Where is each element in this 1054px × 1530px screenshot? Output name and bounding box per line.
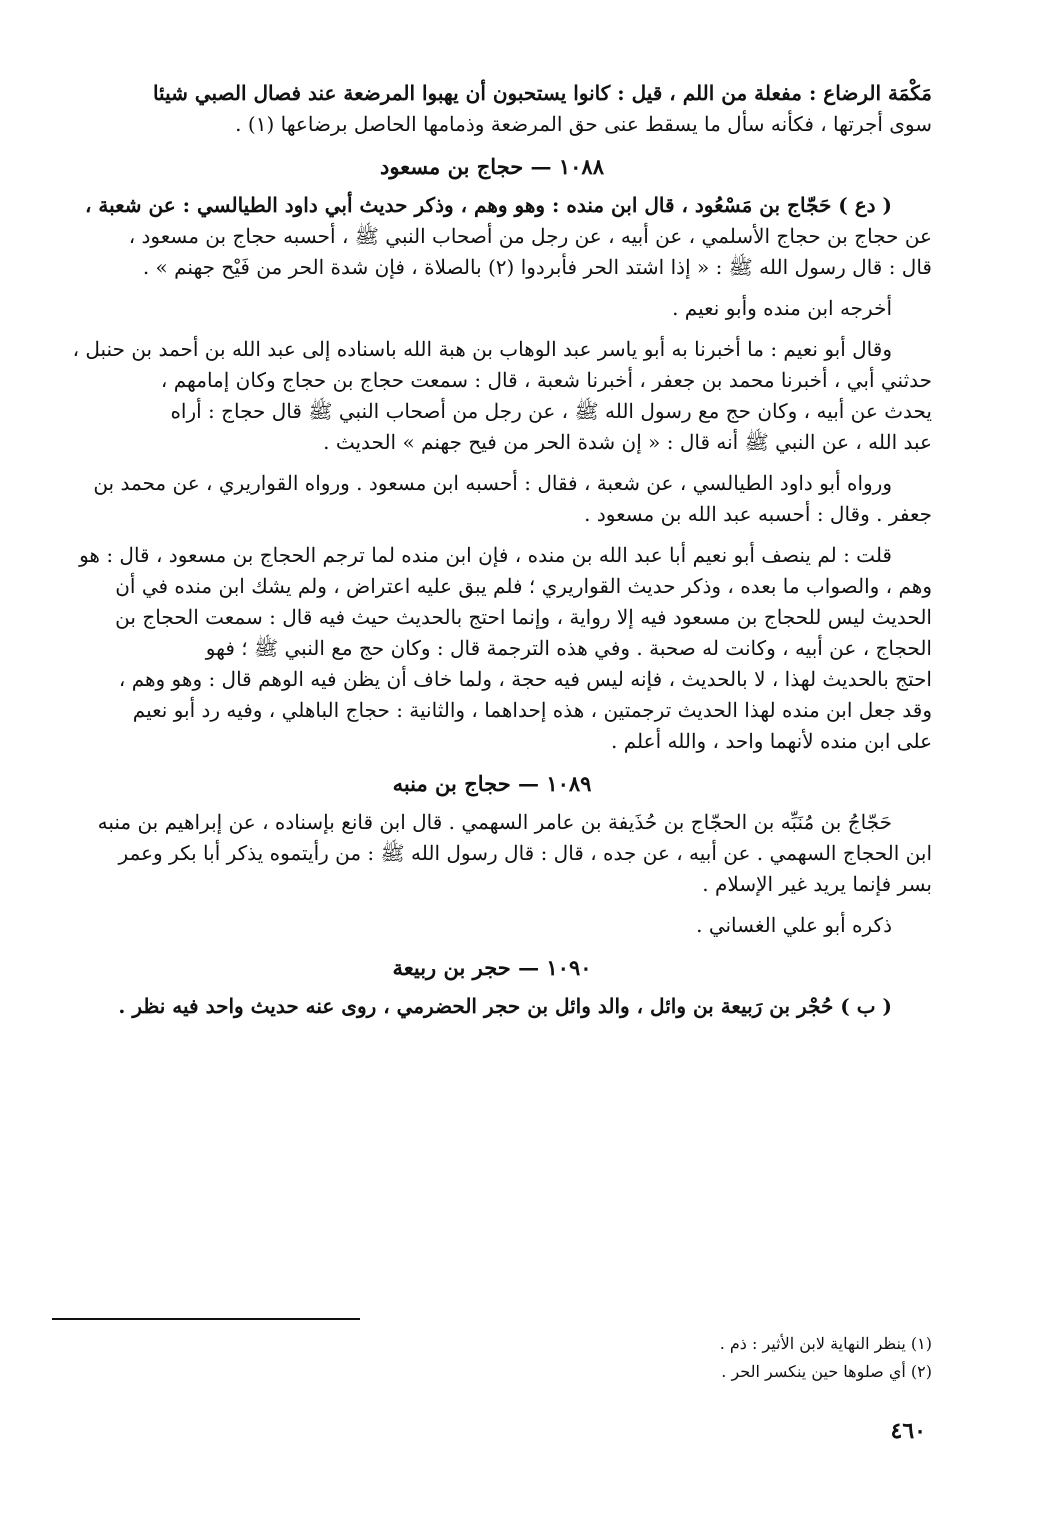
text-line: بسر فإنما يريد غير الإسلام . [702,872,932,896]
text-line: الحجاج ، عن أبيه ، وكانت له صحبة . وفي هذه الترجمة قال : وكان حج مع النبي ﷺ ؛ فهو [205,636,932,660]
footnote-divider [52,1318,360,1320]
entry-1088-heading: ١٠٨٨ — حجاج بن مسعود [379,154,604,179]
text-line: الحديث ليس للحجاج بن مسعود فيه إلا رواية ، وإنما احتج بالحديث حيث فيه قال : سمعت الحجاج بن [115,605,932,629]
entry-1088-para-3 [52,334,932,458]
text-line: ورواه أبو داود الطيالسي ، عن شعبة ، فقال : أحسبه ابن مسعود . ورواه القواريري ، عن محمد بن [93,471,892,495]
text-line: ( دع ) حَجّاج بن مَسْعُود ، قال ابن منده : وهو وهم ، وذكر حديث أبي داود الطيالسي : عن شعبة ، [84,193,892,217]
text-line: حَجّاجُ بن مُنَبِّه بن الحجّاج بن حُذَيفة بن عامر السهمي . قال ابن قانع بإسناده ، عن إبراهيم بن منبه [97,810,892,834]
text-line: يحدث عن أبيه ، وكان حج مع رسول الله ﷺ ، عن رجل من أصحاب النبي ﷺ قال حجاج : أراه [170,399,932,423]
entry-1088-para-1 [52,190,932,283]
text-line: قلت : لم ينصف أبو نعيم أبا عبد الله بن منده ، فإن ابن منده لما ترجم الحجاج بن مسعود ، قال : هو [79,543,892,567]
entry-1089-heading: ١٠٨٩ — حجاج بن منبه [392,771,592,796]
text-line: وقد جعل ابن منده لهذا الحديث ترجمتين ، هذه إحداهما ، والثانية : حجاج الباهلي ، وفيه رد أبو نعيم [132,698,932,722]
text-line: وقال أبو نعيم : ما أخبرنا به أبو ياسر عبد الوهاب بن هبة الله باسناده إلى عبد الله بن أحمد بن حنبل ، [72,337,892,361]
text-line: أخرجه ابن منده وأبو نعيم . [672,296,892,320]
intro-paragraph [52,78,932,140]
page-body [52,78,932,1022]
footnote-2: (٢) أي صلوها حين ينكسر الحر . [721,1362,932,1381]
entry-1088-para-2 [52,293,932,324]
text-line: حدثني أبي ، أخبرنا محمد بن جعفر ، أخبرنا شعبة ، قال : سمعت حجاج بن حجاج وكان إمامهم ، [160,368,932,392]
text-line: على ابن منده لأنهما واحد ، والله أعلم . [611,729,932,753]
entry-1089-para-2 [52,910,932,941]
text-line: عبد الله ، عن النبي ﷺ أنه قال : « إن شدة الحر من فيح جهنم » الحديث . [323,430,932,454]
text-line: ابن الحجاج السهمي . عن أبيه ، عن جده ، قال : قال رسول الله ﷺ : من رأيتموه يذكر أبا بكر وعمر [118,841,932,865]
entry-1090-heading: ١٠٩٠ — حجر بن ربيعة [392,955,592,980]
text-line: ذكره أبو علي الغساني . [696,913,892,937]
text-line: جعفر . وقال : أحسبه عبد الله بن مسعود . [584,502,932,526]
page-number: ٤٦٠ [890,1418,926,1444]
footnotes [52,1330,932,1386]
text-line: احتج بالحديث لهذا ، لا بالحديث ، فإنه ليس فيه حجة ، ولما خاف أن يظن فيه الوهم قال : وهو وهم ، [118,667,932,691]
text-line: قال : قال رسول الله ﷺ : « إذا اشتد الحر فأبردوا (٢) بالصلاة ، فإن شدة الحر من فَيْح جهنم » . [142,255,932,279]
entry-1089-para-1 [52,807,932,900]
intro-line-2: سوى أجرتها ، فكأنه سأل ما يسقط عنى حق المرضعة وذمامها الحاصل برضاعها (١) . [235,112,932,136]
intro-line-1: مَكْمَة الرضاع : مفعلة من اللم ، قيل : كانوا يستحبون أن يهبوا المرضعة عند فصال الصبي شيئا [152,81,932,105]
entry-1088-para-4 [52,468,932,530]
footnote-1: (١) ينظر النهاية لابن الأثير : ذم . [719,1334,932,1353]
entry-1090-para-1 [52,991,932,1022]
entry-1088-para-5 [52,540,932,757]
text-line: عن حجاج بن حجاج الأسلمي ، عن أبيه ، عن رجل من أصحاب النبي ﷺ ، أحسبه حجاج بن مسعود ، [128,224,932,248]
text-line: ( ب ) حُجْر بن رَبيعة بن وائل ، والد وائل بن حجر الحضرمي ، روى عنه حديث واحد فيه نظر . [118,994,892,1018]
text-line: وهم ، والصواب ما بعده ، وذكر حديث القواريري ؛ فلم يبق عليه اعتراض ، ولم يشك ابن منده في أن [115,574,932,598]
